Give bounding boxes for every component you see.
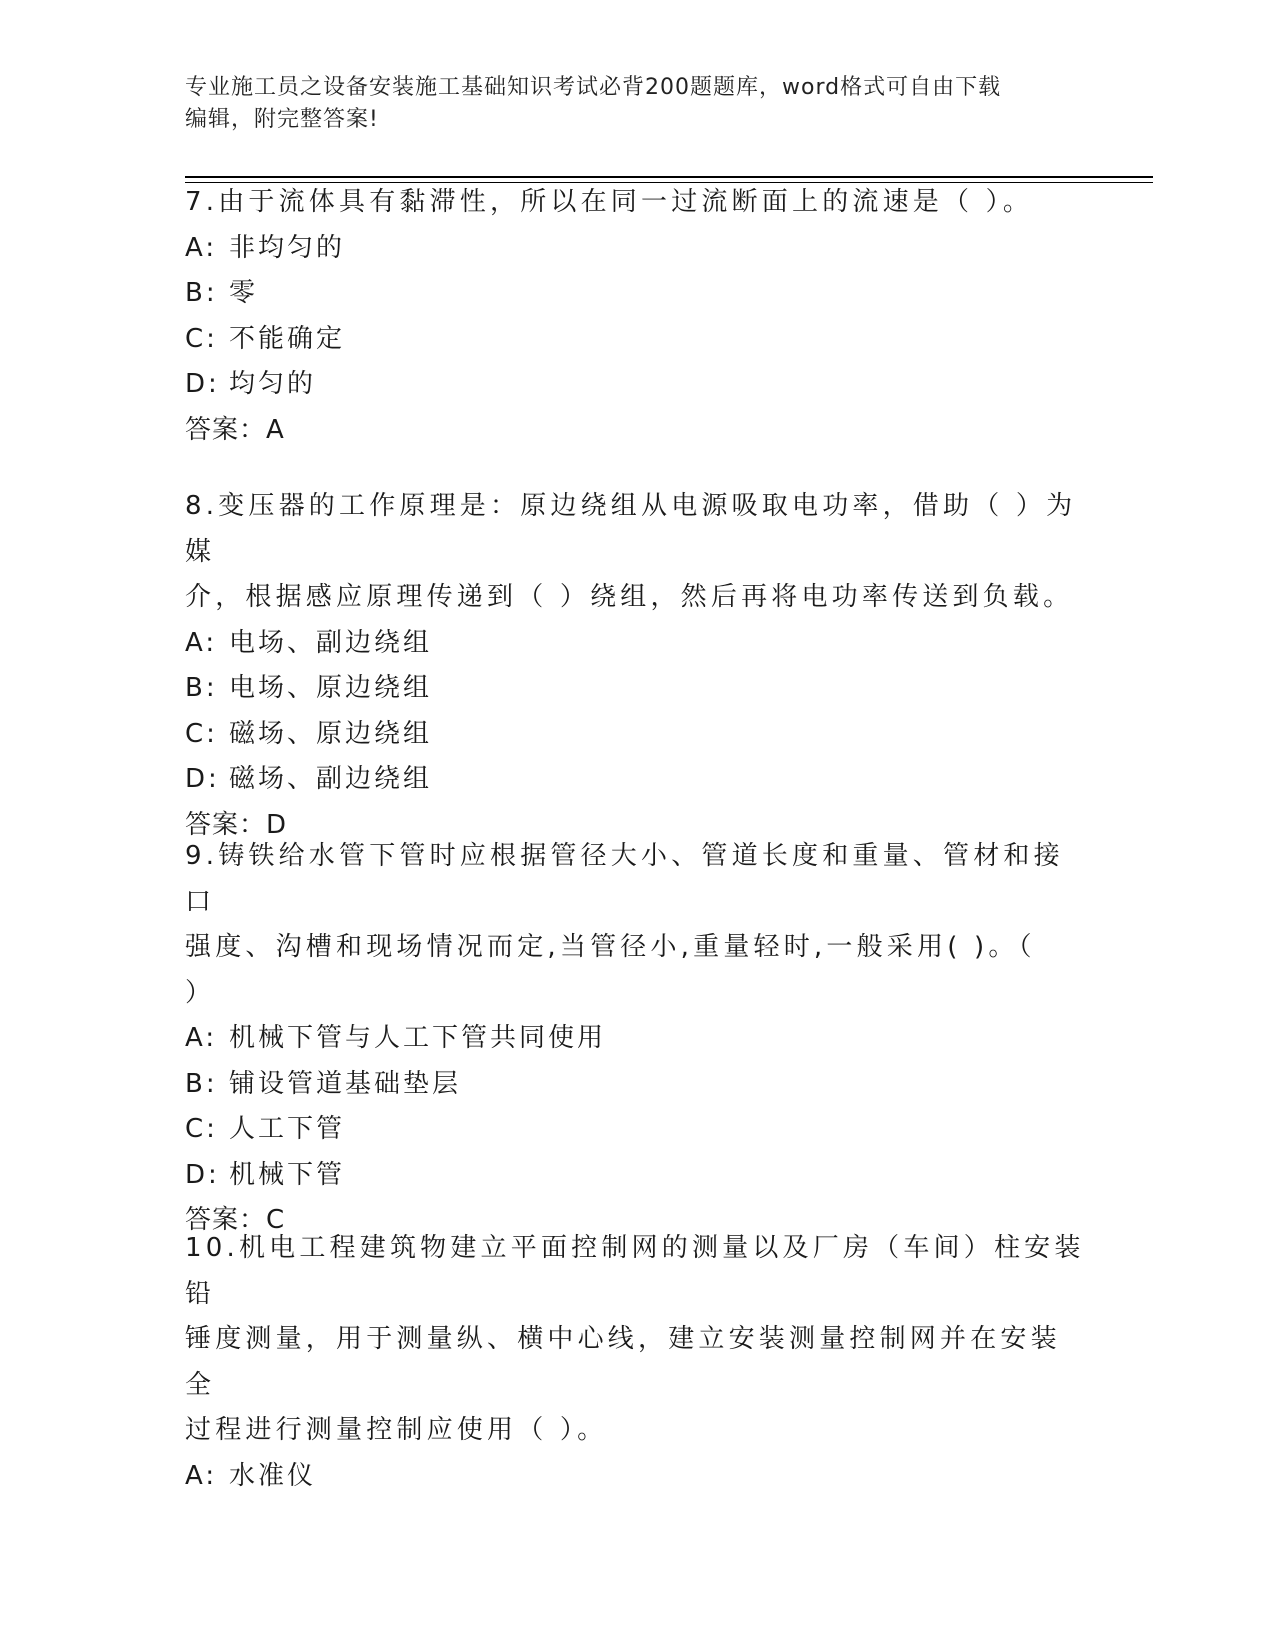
option-a: A: 非均匀的 [185,232,346,263]
option-b: B: 零 [185,278,259,308]
question-stem-line: 强度、沟槽和现场情况而定,当管径小,重量轻时,一般采用( )。（ [185,932,1036,962]
document-header [185,72,1085,136]
option-b: B: 铺设管道基础垫层 [185,1068,462,1099]
question-8 [185,484,1085,848]
question-stem-line: 介，根据感应原理传递到（ ）绕组，然后再将电功率传送到负载。 [185,582,1074,612]
option-d: D: 均匀的 [185,369,317,399]
option-d: D: 机械下管 [185,1159,346,1190]
option-c: C: 人工下管 [185,1114,346,1144]
option-a: A: 电场、副边绕组 [185,627,433,658]
answer-value: D [266,809,290,840]
answer-line: 答案：A [185,414,287,445]
question-stem-line: 8.变压器的工作原理是：原边绕组从电源吸取电功率，借助（ ）为媒 [185,491,1077,567]
option-a: A: 机械下管与人工下管共同使用 [185,1023,607,1053]
option-b: B: 电场、原边绕组 [185,673,433,703]
option-c: C: 磁场、原边绕组 [185,718,433,749]
answer-line: 答案：C [185,1205,288,1235]
question-10 [185,1226,1085,1499]
answer-value: C [266,1205,288,1235]
question-stem-line: 9.铸铁给水管下管时应根据管径大小、管道长度和重量、管材和接口 [185,841,1064,917]
question-stem-line: 7.由于流体具有黏滞性，所以在同一过流断面上的流速是（ ）。 [185,187,1034,217]
question-stem-line: 锤度测量，用于测量纵、横中心线，建立安装测量控制网并在安装全 [185,1324,1061,1400]
header-line-1: 专业施工员之设备安装施工基础知识考试必背200题题库，word格式可自由下载 [185,75,1002,100]
header-divider-thick [185,176,1153,178]
question-stem-line: 过程进行测量控制应使用（ ）。 [185,1415,608,1445]
header-line-2: 编辑，附完整答案! [185,107,379,132]
question-7 [185,180,1085,453]
answer-value: A [266,414,287,445]
option-d: D: 磁场、副边绕组 [185,764,433,794]
option-c: C: 不能确定 [185,323,346,354]
option-a: A: 水准仪 [185,1460,317,1491]
question-9 [185,834,1085,1244]
question-stem-line: 10.机电工程建筑物建立平面控制网的测量以及厂房（车间）柱安装铅 [185,1233,1085,1309]
question-stem-line: ） [185,977,216,1008]
answer-line: 答案：D [185,809,290,840]
